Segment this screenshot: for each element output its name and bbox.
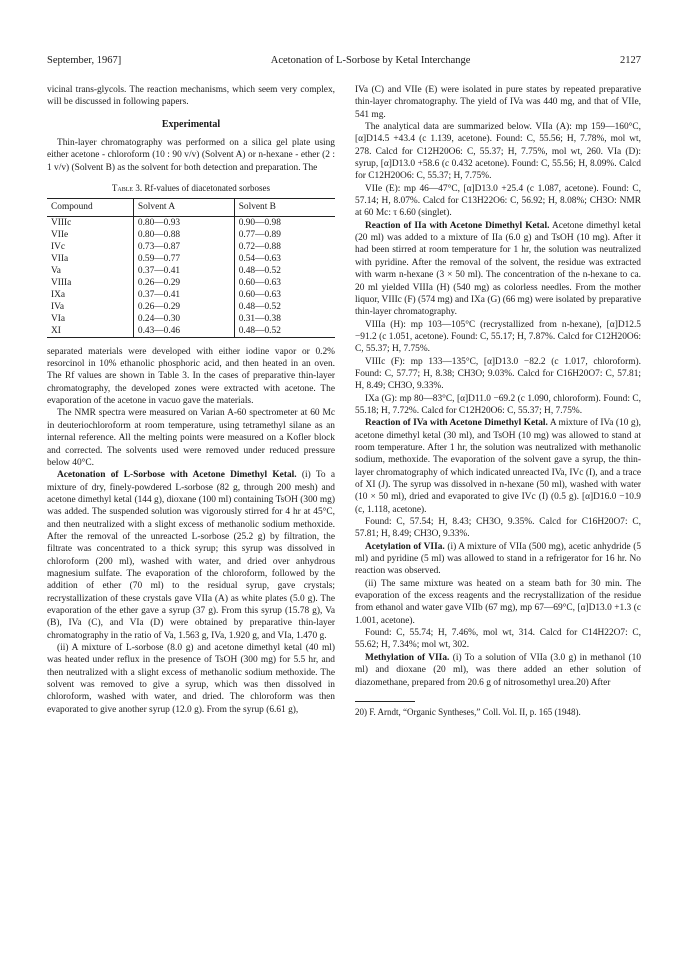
- tlc-paragraph: Thin-layer chromatography was performed on a silica gel plate using either acetone - chloroform (10 : 90 v/v) (Solvent A) or n-hexane - ether (2 : 1 v/v) (Solvent B) as the solvent for both detection and preparation. The: [47, 138, 335, 173]
- rf-values-table: [47, 198, 335, 337]
- cell-solvent-b: 0.90—0.98: [234, 216, 335, 229]
- header-solvent-a: Solvent A: [133, 199, 234, 216]
- table-caption: [47, 182, 335, 194]
- acetylation-heading: Acetylation of VIIa.: [365, 541, 445, 552]
- cell-compound: VIIIc: [51, 217, 72, 228]
- cell-compound: VIIe: [51, 229, 69, 240]
- table-row: [47, 313, 335, 325]
- reaction-iva-body: A mixture of IVa (10 g), acetone dimethyl ketal (30 ml), and TsOH (10 mg) was allowed to stand at room temperature. After 1 hr, the solution was neutralized with methanolic sodium, methoxide. The evaporation of the solvent gave a syrup, the thin-layer chromatography of which indicated unreacted IVa, IVc (I), and a trace of XI (J). The syrup was dissolved in n-hexane (50 ml), washed with water (10 × 50 ml), dried and evaporated to give IVc (I) (0.5 g). [α]D16.0 −10.9 (c, 1.118, acetone).: [355, 418, 642, 515]
- cell-compound: IVc: [51, 241, 66, 252]
- cell-solvent-b: 0.48—0.52: [234, 325, 335, 338]
- cell-solvent-a: 0.43—0.46: [133, 325, 234, 338]
- acetylation-body: (i) A mixture of VIIa (500 mg), acetic anhydride (5 ml) and pyridine (5 ml) was allowed to stand in a refrigerator for 16 hr. No reaction was observed.: [355, 541, 642, 577]
- header-solvent-b: Solvent B: [234, 199, 335, 216]
- viie-data-paragraph: VIIe (E): mp 46—47°C, [α]D13.0 +25.4 (c 1.087, acetone). Found: C, 57.14; H, 8.07%. Calcd for C13H22O6: C, 56.92; H, 8.08%; CH3O: NMR at 60 Mc: τ 6.60 (singlet).: [355, 183, 641, 219]
- running-header: [47, 55, 641, 66]
- cell-solvent-a: 0.73—0.87: [133, 241, 234, 253]
- header-date: September, 1967]: [47, 55, 122, 66]
- table-row: [47, 253, 335, 265]
- cell-solvent-a: 0.24—0.30: [133, 313, 234, 325]
- table-caption-text: Rf-values of diacetonated sorboses: [144, 183, 271, 194]
- isolation-paragraph: IVa (C) and VIIe (E) were isolated in pure states by repeated preparative thin-layer chromatography. The yield of IVa was 440 mg, and that of VIIe, 541 mg.: [355, 85, 641, 120]
- cell-compound: IXa: [51, 289, 66, 300]
- viiia-data-paragraph: VIIIa (H): mp 103—105°C (recrystallized from n-hexane), [α]D12.5 −91.2 (c 1.051, acetone). Found: C, 55.17; H, 7.87%. Calcd for C12H20O6: C, 55.37; H, 7.75%.: [355, 319, 641, 355]
- intro-paragraph: vicinal trans-glycols. The reaction mechanisms, which seem very complex, will be discussed in following papers.: [47, 85, 335, 108]
- cell-compound: IVa: [51, 301, 65, 312]
- cell-compound: VIIIa: [51, 277, 72, 288]
- cell-compound: Va: [51, 265, 61, 276]
- analytical-data-paragraph: The analytical data are summarized below. VIIa (A): mp 159—160°C, [α]D14.5 +43.4 (c 1.139, acetone). Found: C, 55.56; H, 7.78%, mol wt, 278. Calcd for C12H20O6: C, 55.37; H, 7.75%, mol wt, 260. VIa (D): syrup, [α]D13.0 +58.6 (c 0.432 acetone). Found: C, 55.56; H, 8.09%. Calcd for C12H20O6: C, 55.37; H, 7.75%.: [355, 122, 641, 182]
- methylation-body: (i) To a solution of VIIa (3.0 g) in methanol (10 ml) and dioxane (20 ml), was there added an ether solution of diazomethane, prepared from 20.6 g of nitrosomethyl urea.20) After: [355, 652, 642, 688]
- acetonation-heading: Acetonation of L-Sorbose with Acetone Dimethyl Ketal.: [57, 470, 297, 481]
- right-column: [355, 84, 641, 718]
- ixa-data-paragraph: IXa (G): mp 80—83°C, [α]D11.0 −69.2 (c 1.090, chloroform). Found: C, 55.18; H, 7.72%. Calcd for C12H20O6: C, 55.37; H, 7.75%.: [355, 393, 641, 416]
- footnote: 20) F. Arndt, “Organic Syntheses,” Coll. Vol. II, p. 165 (1948).: [355, 706, 581, 717]
- cell-solvent-a: 0.37—0.41: [133, 265, 234, 277]
- methylation-heading: Methylation of VIIa.: [365, 652, 450, 663]
- header-title: Acetonation of L-Sorbose by Ketal Interchange: [270, 55, 471, 66]
- acetonation-ii-paragraph: (ii) A mixture of L-sorbose (8.0 g) and acetone dimethyl ketal (40 ml) was heated under reflux in the presence of TsOH (300 mg) for 5.5 hr, and then neutralized with a slight excess of methanolic sodium methoxide. The solvent was removed to give a syrup, which was then dissolved in chloroform, washed with water, and dried. The chloroform was then evaporated to give another syrup (12.0 g). From the syrup (6.61 g),: [47, 643, 335, 715]
- reaction-iva-paragraph: [355, 417, 641, 516]
- acetonation-body: (i) To a mixture of dry, finely-powdered L-sorbose (82 g, through 200 mesh) and acetone dimethyl ketal (144 g), dioxane (100 ml) containing TsOH (300 mg) was added. The suspended solution was vigorously stirred for 4 hr at 45°C, and then neutralized with a slight excess of methanolic sodium methoxide. After the removal of the unreacted L-sorbose (25.2 g) by filtration, the filtrate was concentrated to a thick syrup; this syrup was dissolved in chloroform (200 ml), washed with water, and dried over anhydrous magnesium sulfate. The evaporation of the chloroform, followed by the addition of ether (70 ml) to the residual syrup, gave crystals; recrystallization of these crystals gave VIIa (A) as white plates (5.0 g). The evaporation of the ether gave a syrup (37 g). From this syrup (15.78 g), Va (B), IVa (C), and VIa (D) were obtained by preparative thin-layer chromatography in the ratio of Va, 1.563 g, IVa, 1.920 g, and VIa, 1.470 g.: [47, 470, 335, 641]
- footnote-divider: [355, 701, 415, 702]
- table-row: [47, 241, 335, 253]
- table-row: [47, 289, 335, 301]
- cell-solvent-a: 0.80—0.93: [133, 216, 234, 229]
- reaction-iva-heading: Reaction of IVa with Acetone Dimethyl Ketal.: [365, 418, 548, 429]
- viiic-data-paragraph: VIIIc (F): mp 133—135°C, [α]D13.0 −82.2 (c 1.017, chloroform). Found: C, 57.77; H, 8.38; CH3O; 9.03%. Calcd for C16H20O7: C, 57.81; H, 8.49; CH3O, 9.33%.: [355, 356, 641, 392]
- cell-solvent-a: 0.80—0.88: [133, 229, 234, 241]
- cell-solvent-a: 0.26—0.29: [133, 301, 234, 313]
- ivc-found-paragraph: Found: C, 57.54; H, 8.43; CH3O, 9.35%. Calcd for C16H20O7: C, 57.81; H, 8.49; CH3O, 9.33%.: [355, 517, 641, 540]
- reaction-iia-paragraph: [355, 220, 641, 319]
- cell-compound: VIIa: [51, 253, 69, 264]
- experimental-heading: Experimental: [161, 118, 221, 130]
- cell-solvent-b: 0.54—0.63: [234, 253, 335, 265]
- cell-solvent-a: 0.37—0.41: [133, 289, 234, 301]
- cell-compound: XI: [51, 325, 61, 336]
- table-row: [47, 277, 335, 289]
- after-table-paragraph: separated materials were developed with either iodine vapor or 0.2% resorcinol in 10% ethanolic phosphoric acid, and then heated in an oven. The Rf values are shown in Table 3. In the cases of preparative thin-layer chromatography, the developed zones were extracted with acetone. The evaporation of the acetone in vacuo gave the materials.: [47, 346, 335, 407]
- header-page-number: 2127: [620, 55, 641, 66]
- reaction-iia-heading: Reaction of IIa with Acetone Dimethyl Ketal.: [365, 220, 550, 231]
- acetylation-found-paragraph: Found: C, 55.74; H, 7.46%, mol wt, 314. Calcd for C14H22O7: C, 55.62; H, 7.34%; mol wt, 302.: [355, 628, 641, 651]
- table-row: [47, 301, 335, 313]
- cell-solvent-b: 0.60—0.63: [234, 277, 335, 289]
- methylation-paragraph: [355, 652, 641, 689]
- cell-solvent-b: 0.48—0.52: [234, 301, 335, 313]
- cell-solvent-b: 0.31—0.38: [234, 313, 335, 325]
- left-column: [47, 84, 335, 716]
- acetonation-paragraph: [47, 469, 335, 642]
- acetylation-ii-paragraph: (ii) The same mixture was heated on a steam bath for 30 min. The evaporation of the excess reagents and the recrystallization of the residue from ethanol and water gave VIIb (67 mg), mp 67—69°C, [α]D13.0 +1.3 (c 1.001, acetone).: [355, 578, 641, 626]
- cell-solvent-a: 0.59—0.77: [133, 253, 234, 265]
- table-header-row: [47, 199, 335, 216]
- nmr-paragraph: The NMR spectra were measured on Varian A-60 spectrometer at 60 Mc in deuteriochloroform at room temperature, using tetramethyl silane as an internal reference. All the melting points were measured on a Kofler block and corrected. The solvents used were removed under reduced pressure below 40°C.: [47, 408, 335, 468]
- table-row: [47, 229, 335, 241]
- reaction-iia-body: Acetone dimethyl ketal (20 ml) was added to a mixture of IIa (6.0 g) and TsOH (10 mg). After it had been stirred at room temperature for 1 hr, the solution was neutralized with pyridine. After the removal of the solvent, the residue was extracted with warm n-hexane (3 × 50 ml). The concentration of the n-hexane to ca. 20 ml yielded VIIIa (H) (540 mg) as colorless needles. From the mother liquor, VIIIc (F) (574 mg) and IXa (G) (66 mg) were isolated by preparative thin-layer chromatography.: [355, 220, 641, 318]
- cell-solvent-a: 0.26—0.29: [133, 277, 234, 289]
- table-caption-label: Table 3.: [111, 183, 143, 194]
- cell-compound: VIa: [51, 313, 66, 324]
- table-row: [47, 216, 335, 229]
- cell-solvent-b: 0.60—0.63: [234, 289, 335, 301]
- cell-solvent-b: 0.72—0.88: [234, 241, 335, 253]
- acetylation-paragraph: [355, 541, 641, 578]
- header-compound: Compound: [47, 199, 133, 216]
- cell-solvent-b: 0.48—0.52: [234, 265, 335, 277]
- cell-solvent-b: 0.77—0.89: [234, 229, 335, 241]
- table-row: [47, 325, 335, 338]
- table-row: [47, 265, 335, 277]
